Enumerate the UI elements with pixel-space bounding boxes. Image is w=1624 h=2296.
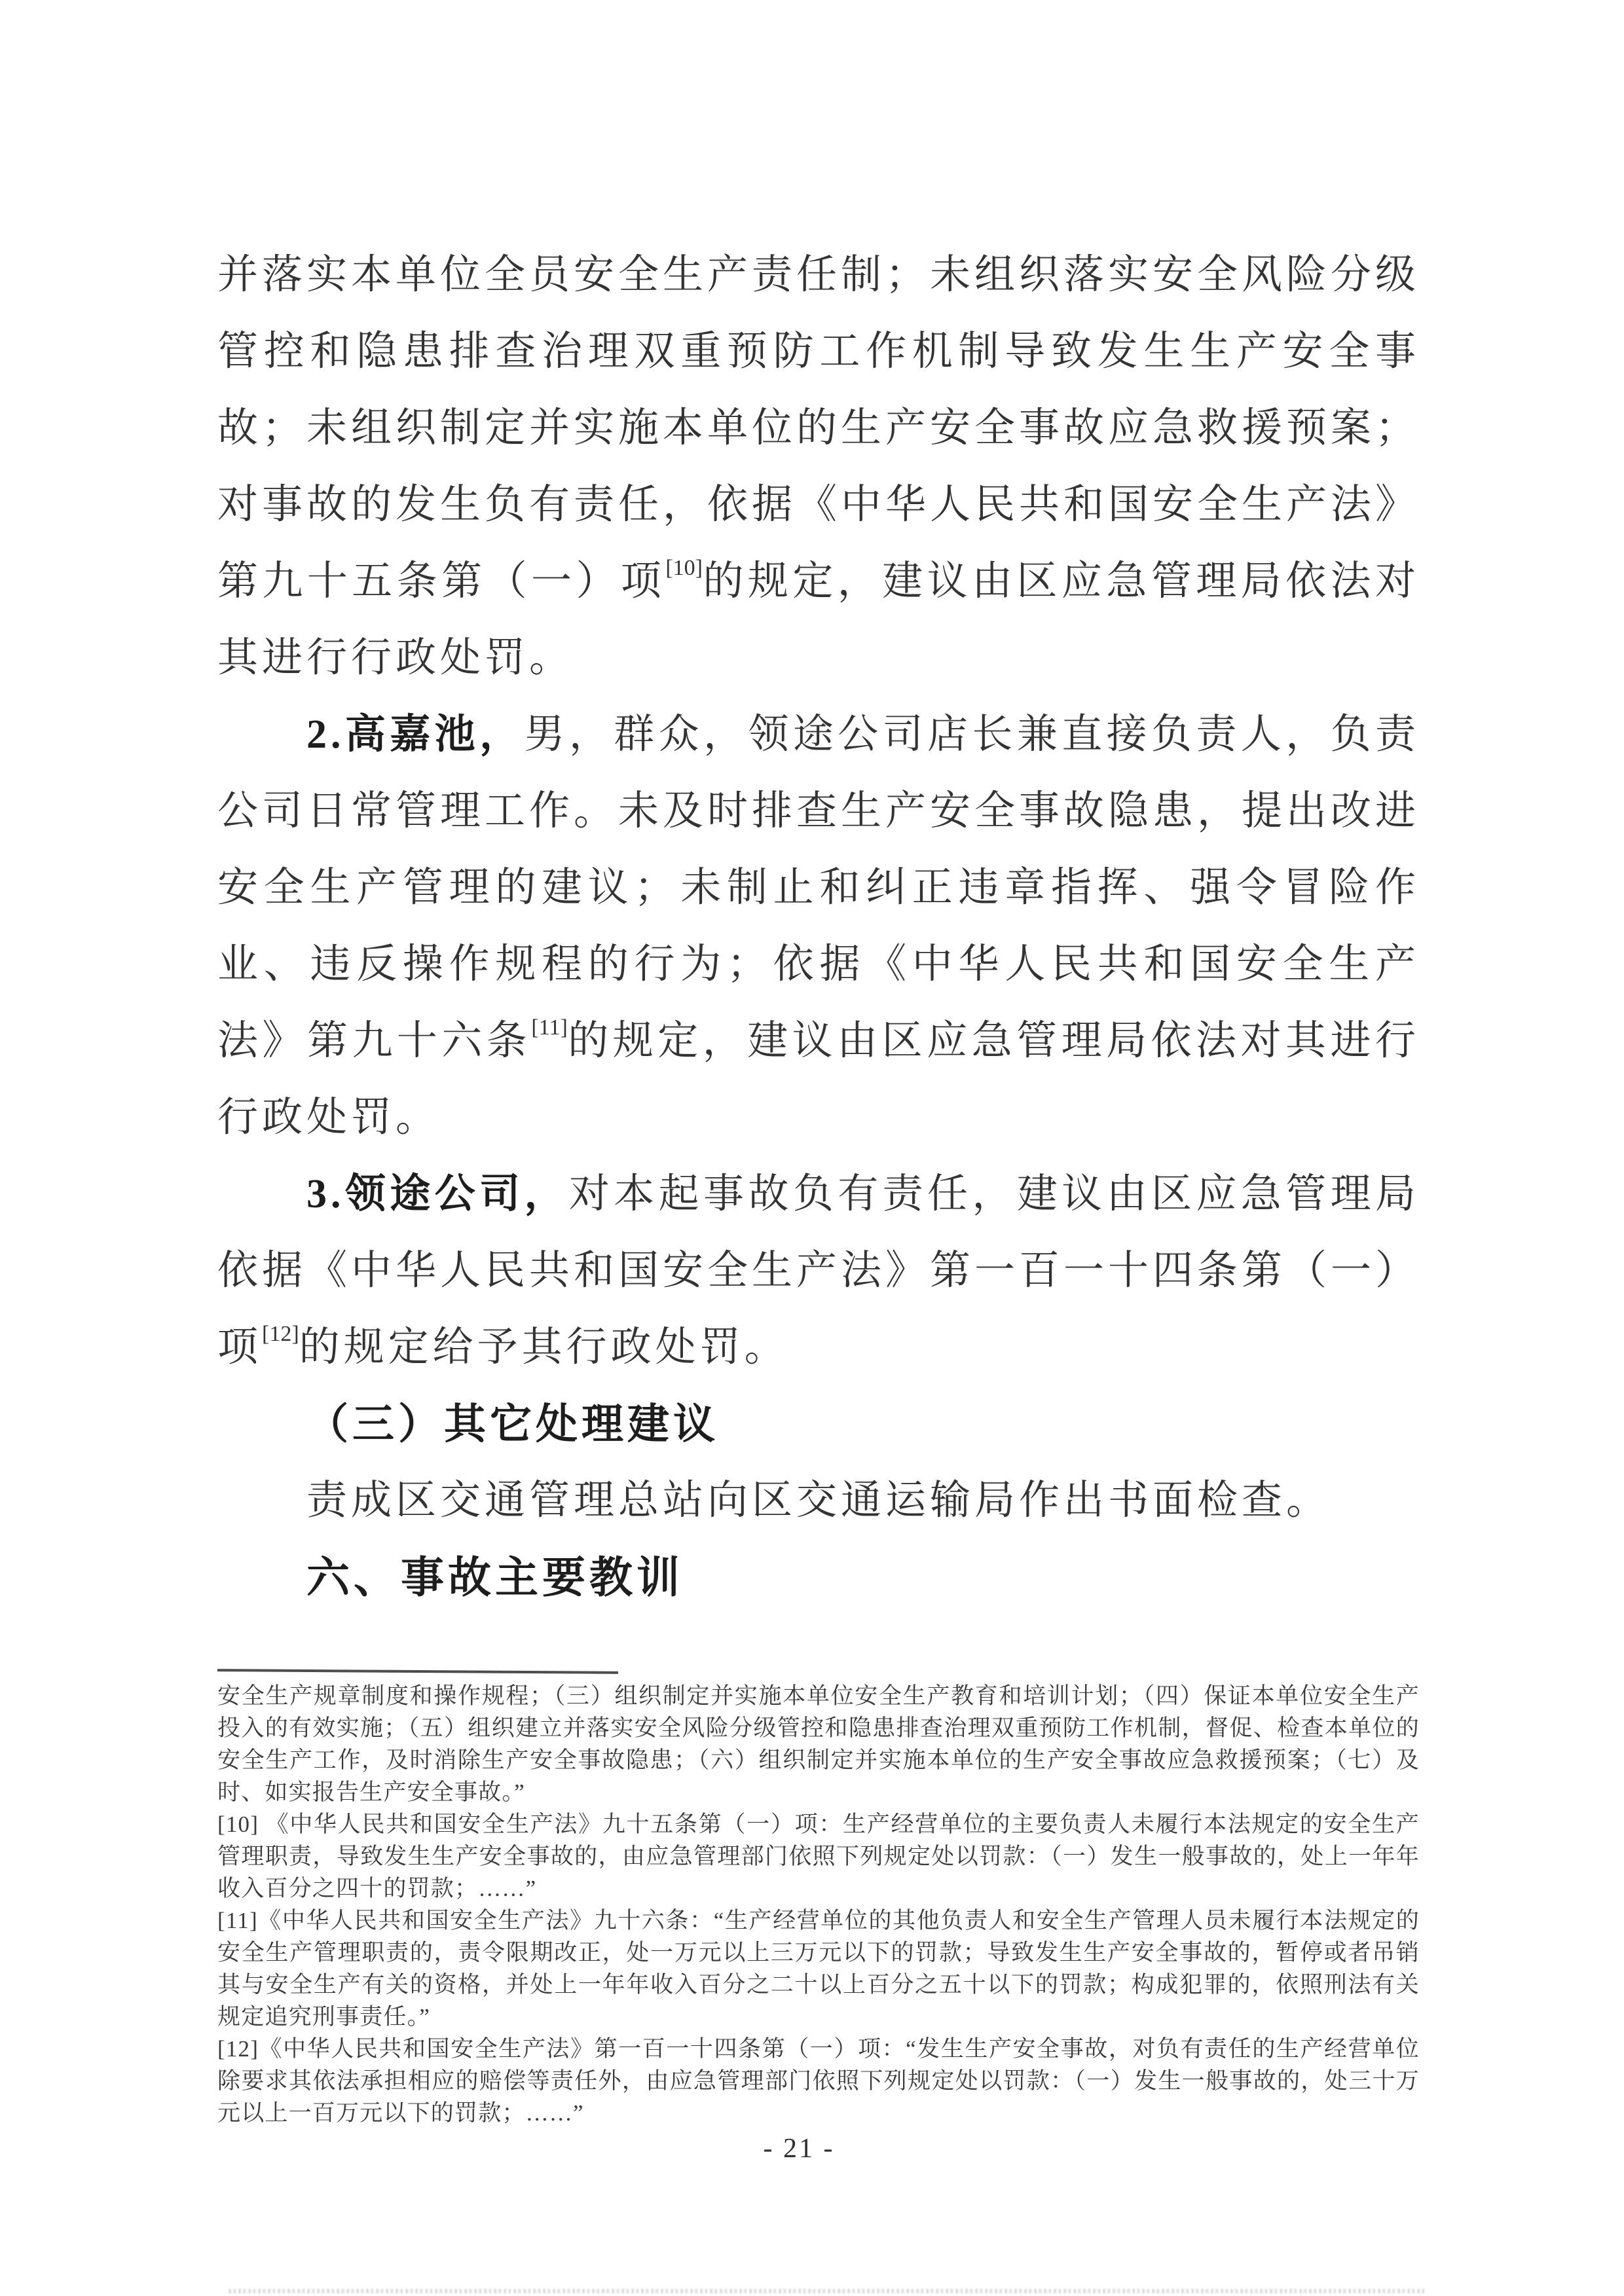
footnote-reference: [12]	[262, 1322, 299, 1346]
footnote-item: [10] 《中华人民共和国安全生产法》九十五条第（一）项：生产经营单位的主要负责人未履行本法规定的安全生产管理职责，导致发生生产安全事故的，由应急管理部门依照下列规定处以罚款：（一）发生一般事故的，处上一年年收入百分之四十的罚款；……”	[217, 1812, 1420, 1901]
text-run: （三）其它处理建议	[306, 1401, 719, 1448]
body-paragraph	[217, 697, 1420, 1156]
text-run: 并落实本单位全员安全生产责任制；未组织落实安全风险分级管控和隐患排查治理双重预防工作机制导致发生生产安全事故；未组织制定并实施本单位的生产安全事故应急救援预案；对事故的发生负有责任，依据《中华人民共和国安全生产法》第九十五条第（一）项	[217, 253, 1420, 604]
body-paragraph	[217, 1463, 1420, 1539]
text-run: 的规定给予其行政处罚。	[299, 1325, 789, 1370]
footnote-item: 安全生产规章制度和操作规程；（三）组织制定并实施本单位安全生产教育和培训计划；（四）保证本单位安全生产投入的有效实施；（五）组织建立并落实安全风险分级管控和隐患排查治理双重预防工作机制，督促、检查本单位的安全生产工作，及时消除生产安全事故隐患；（六）组织制定并实施本单位的生产安全事故应急救援预案；（七）及时、如实报告生产安全事故。”	[217, 1683, 1420, 1805]
page-number: - 21 -	[763, 2134, 835, 2164]
footnote-separator-rule	[217, 1669, 618, 1674]
section-heading	[217, 1539, 1420, 1616]
text-run: 3.领途公司，	[306, 1172, 569, 1216]
text-run: 的规定，建议由区应急管理局依法对其进行行政处罚。	[217, 559, 1420, 680]
text-run: 六、事故主要教训	[306, 1553, 684, 1601]
body-paragraph	[217, 237, 1420, 697]
page-bottom-scan-artifact	[229, 2289, 1428, 2293]
text-run: 对本起事故负有责任，建议由区应急管理局依据《中华人民共和国安全生产法》第一百一十四条第（一）项	[217, 1172, 1420, 1370]
footnotes	[217, 1680, 1420, 2129]
text-run: 的规定，建议由区应急管理局依法对其进行行政处罚。	[217, 1019, 1420, 1140]
text-run: 责成区交通管理总站向区交通运输局作出书面检查。	[306, 1478, 1331, 1523]
footnote-item: [11]《中华人民共和国安全生产法》九十六条：“生产经营单位的其他负责人和安全生产管理人员未履行本法规定的安全生产管理职责的，责令限期改正，处一万元以上三万元以下的罚款；导致发生生产安全事故的，暂停或者吊销其与安全生产有关的资格，并处上一年年收入百分之二十以上百分之五十以下的罚款；构成犯罪的，依照刑法有关规定追究刑事责任。”	[217, 1908, 1420, 2030]
footnote-reference: [11]	[531, 1015, 568, 1040]
body-text	[217, 237, 1420, 1616]
footnote-reference: [10]	[665, 556, 703, 580]
text-run: 男，群众，领途公司店长兼直接负责人，负责公司日常管理工作。未及时排查生产安全事故隐患，提出改进安全生产管理的建议；未制止和纠正违章指挥、强令冒险作业、违反操作规程的行为；依据《中华人民共和国安全生产法》第九十六条	[217, 712, 1420, 1063]
section-heading	[217, 1386, 1420, 1463]
text-run: 2.高嘉池，	[306, 712, 525, 757]
body-paragraph	[217, 1156, 1420, 1386]
footnote-item: [12]《中华人民共和国安全生产法》第一百一十四条第（一）项：“发生生产安全事故，对负有责任的生产经营单位除要求其依法承担相应的赔偿等责任外，由应急管理部门依照下列规定处以罚款：（一）发生一般事故的，处三十万元以上一百万元以下的罚款；……”	[217, 2036, 1420, 2126]
